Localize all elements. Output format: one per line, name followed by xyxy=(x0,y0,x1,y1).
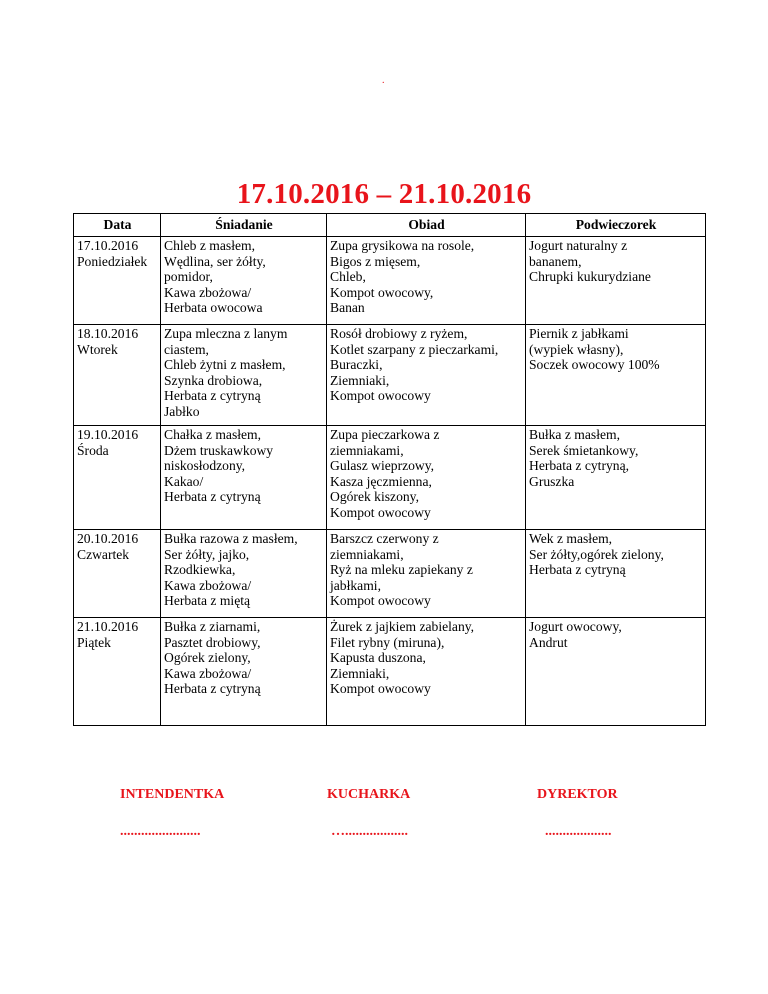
menu-item: Kotlet szarpany z pieczarkami, xyxy=(330,341,499,357)
lunch-cell xyxy=(327,325,526,426)
menu-item: Kompot owocowy xyxy=(330,504,431,520)
menu-item: Wędlina, ser żółty, xyxy=(164,253,266,269)
menu-item: Chleb żytni z masłem, xyxy=(164,357,286,373)
header-breakfast: Śniadanie xyxy=(161,214,327,237)
breakfast-cell xyxy=(161,325,327,426)
menu-item: Zupa pieczarkowa z xyxy=(330,427,440,442)
menu-item: Buraczki, xyxy=(330,357,383,373)
signature-intendentka-line: ....................... xyxy=(120,824,201,839)
menu-item: pomidor, xyxy=(164,269,213,285)
menu-item: (wypiek własny), xyxy=(529,341,624,357)
menu-item: Rosół drobiowy z ryżem, xyxy=(330,326,468,341)
breakfast-cell xyxy=(161,426,327,530)
menu-item: Kawa zbożowa/ xyxy=(164,577,252,593)
menu-item: Kawa zbożowa/ xyxy=(164,665,252,681)
menu-item: Chleb z masłem, xyxy=(164,238,255,253)
header-row xyxy=(74,214,706,237)
day-cell xyxy=(74,325,161,426)
menu-item: Ser żółty,ogórek zielony, xyxy=(529,546,664,562)
weekday-text: Czwartek xyxy=(77,546,130,562)
menu-item: Bułka razowa z masłem, xyxy=(164,531,298,546)
snack-cell xyxy=(526,426,706,530)
menu-item: Herbata z miętą xyxy=(164,593,251,609)
menu-item: Żurek z jajkiem zabielany, xyxy=(330,619,475,634)
menu-item: Herbata z cytryną xyxy=(164,489,261,505)
signature-kucharka-line: ….................. xyxy=(331,824,408,839)
lunch-cell xyxy=(327,618,526,726)
day-cell xyxy=(74,530,161,618)
menu-item: Zupa grysikowa na rosole, xyxy=(330,238,475,253)
table-row xyxy=(74,618,706,726)
header-date: Data xyxy=(74,214,161,237)
breakfast-cell xyxy=(161,237,327,325)
menu-item: Bułka z ziarnami, xyxy=(164,619,261,634)
lunch-cell xyxy=(327,530,526,618)
menu-item: Ogórek zielony, xyxy=(164,650,251,666)
menu-item: Wek z masłem, xyxy=(529,531,613,546)
menu-item: Zupa mleczna z lanym xyxy=(164,326,288,341)
menu-item: bananem, xyxy=(529,253,582,269)
table-row xyxy=(74,426,706,530)
menu-item: Ryż na mleku zapiekany z xyxy=(330,562,473,578)
lunch-cell xyxy=(327,237,526,325)
menu-item: Ziemniaki, xyxy=(330,372,390,388)
menu-item: Jogurt owocowy, xyxy=(529,619,622,634)
date-text: 21.10.2016 xyxy=(77,619,139,634)
header-snack: Podwieczorek xyxy=(526,214,706,237)
menu-item: Kompot owocowy, xyxy=(330,284,434,300)
table-row xyxy=(74,237,706,325)
menu-item: ziemniakami, xyxy=(330,442,404,458)
snack-cell xyxy=(526,325,706,426)
weekday-text: Środa xyxy=(77,442,109,458)
menu-item: Andrut xyxy=(529,634,568,650)
weekday-text: Wtorek xyxy=(77,341,118,357)
table-row xyxy=(74,530,706,618)
menu-item: Herbata z cytryną xyxy=(164,388,261,404)
weekday-text: Poniedziałek xyxy=(77,253,148,269)
menu-item: Herbata owocowa xyxy=(164,300,263,316)
menu-item: Bułka z masłem, xyxy=(529,427,620,442)
menu-item: Gruszka xyxy=(529,473,575,489)
signature-dyrektor-label: DYREKTOR xyxy=(537,787,618,802)
menu-item: Kawa zbożowa/ xyxy=(164,284,252,300)
menu-item: Ziemniaki, xyxy=(330,665,390,681)
date-text: 19.10.2016 xyxy=(77,427,139,442)
header-lunch: Obiad xyxy=(327,214,526,237)
signature-intendentka-label: INTENDENTKA xyxy=(120,787,225,802)
menu-item: Bigos z mięsem, xyxy=(330,253,421,269)
day-cell xyxy=(74,618,161,726)
menu-item: Serek śmietankowy, xyxy=(529,442,639,458)
menu-item: Herbata z cytryną, xyxy=(529,458,630,474)
header-dot: . xyxy=(382,75,385,86)
breakfast-cell xyxy=(161,530,327,618)
date-text: 18.10.2016 xyxy=(77,326,139,341)
menu-item: Kakao/ xyxy=(164,473,204,489)
day-cell xyxy=(74,237,161,325)
day-cell xyxy=(74,426,161,530)
date-text: 17.10.2016 xyxy=(77,238,139,253)
table-row xyxy=(74,325,706,426)
menu-item: Chleb, xyxy=(330,269,366,285)
menu-item: Szynka drobiowa, xyxy=(164,372,263,388)
weekday-text: Piątek xyxy=(77,634,111,650)
menu-item: Kompot owocowy xyxy=(330,593,431,609)
menu-item: ciastem, xyxy=(164,341,209,357)
menu-table xyxy=(73,213,706,726)
menu-item: Jabłko xyxy=(164,403,200,419)
menu-item: Piernik z jabłkami xyxy=(529,326,629,341)
menu-item: Kapusta duszona, xyxy=(330,650,426,666)
menu-item: Pasztet drobiowy, xyxy=(164,634,261,650)
menu-item: niskosłodzony, xyxy=(164,458,246,474)
menu-item: Chrupki kukurydziane xyxy=(529,269,651,285)
menu-item: Jogurt naturalny z xyxy=(529,238,628,253)
menu-item: Ogórek kiszony, xyxy=(330,489,419,505)
menu-item: Barszcz czerwony z xyxy=(330,531,439,546)
snack-cell xyxy=(526,530,706,618)
menu-item: jabłkami, xyxy=(330,577,381,593)
menu-item: Filet rybny (miruna), xyxy=(330,634,445,650)
menu-item: Dżem truskawkowy xyxy=(164,442,274,458)
signature-dyrektor-line: ................... xyxy=(545,824,612,839)
signature-kucharka-label: KUCHARKA xyxy=(327,787,411,802)
menu-item: Kompot owocowy xyxy=(330,388,431,404)
snack-cell xyxy=(526,237,706,325)
menu-item: Herbata z cytryną xyxy=(529,562,626,578)
menu-item: Chałka z masłem, xyxy=(164,427,262,442)
menu-item: Herbata z cytryną xyxy=(164,681,261,697)
lunch-cell xyxy=(327,426,526,530)
menu-item: ziemniakami, xyxy=(330,546,404,562)
menu-item: Kasza jęczmienna, xyxy=(330,473,432,489)
page-title: 17.10.2016 – 21.10.2016 xyxy=(236,178,532,210)
menu-item: Kompot owocowy xyxy=(330,681,431,697)
snack-cell xyxy=(526,618,706,726)
menu-item: Gulasz wieprzowy, xyxy=(330,458,435,474)
menu-item: Ser żółty, jajko, xyxy=(164,546,250,562)
breakfast-cell xyxy=(161,618,327,726)
menu-item: Rzodkiewka, xyxy=(164,562,236,578)
menu-item: Banan xyxy=(330,300,365,316)
date-text: 20.10.2016 xyxy=(77,531,139,546)
menu-item: Soczek owocowy 100% xyxy=(529,357,660,373)
